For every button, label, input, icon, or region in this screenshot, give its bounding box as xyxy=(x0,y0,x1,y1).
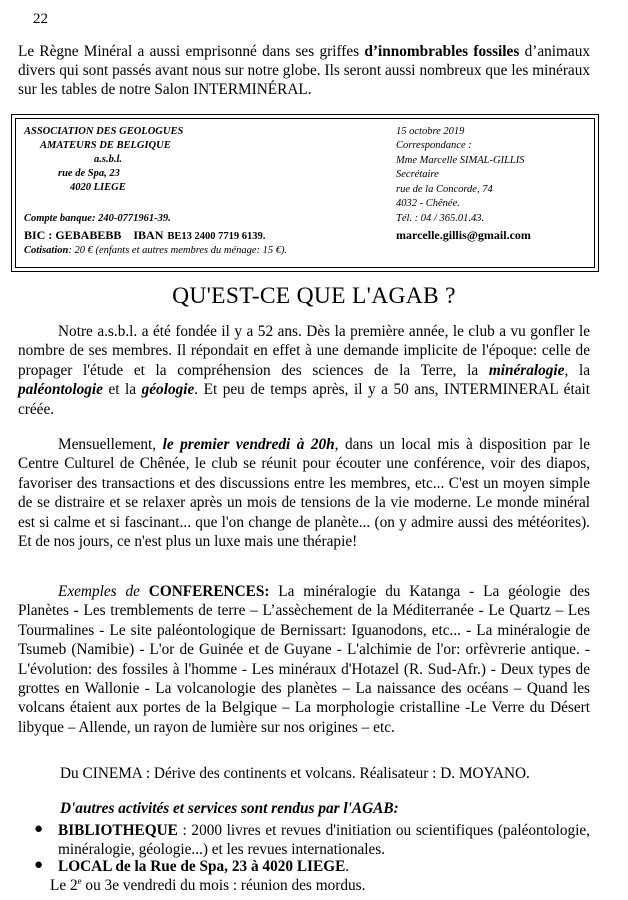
letter-date: 15 octobre 2019 xyxy=(396,126,465,137)
history-text-d: . Et peu de temps après, il y a 50 ans, INTERMINERAL était créée. xyxy=(18,381,590,418)
keyword-geologie: géologie xyxy=(141,381,195,399)
bullet-icon: ● xyxy=(34,857,44,873)
services-heading: D'autres activités et services sont rendus par l'AGAB: xyxy=(60,800,399,817)
history-text-b: , la xyxy=(564,361,590,379)
intro-text-start: Le Règne Minéral a aussi emprisonné dans ses griffes xyxy=(18,43,365,60)
meetings-paragraph xyxy=(18,435,590,551)
contact-phone: Tél. : 04 / 365.01.43. xyxy=(396,213,485,224)
association-street: rue de Spa, 23 xyxy=(58,168,120,179)
meetings-text-b: , dans un local mis à disposition par le Centre Culturel de Chênée, le club se réunit pour écouter une conférence, voir des diapos, favoriser des transactions et des discussions entre les membres, etc... C'est un moyen simple de se distraire et se relaxer après un mois de tensions de la vie moderne. Le monde minéral est si calme et si fascinant... que l'on change de planète... (on y admire aussi des météorites). Et de nos jours, ce n'est plus un luxe mais une thérapie! xyxy=(18,436,590,551)
intro-emphasis: d’innombrables fossiles xyxy=(364,43,520,60)
association-name-line1: ASSOCIATION DES GEOLOGUES xyxy=(24,126,184,137)
iban-label: IBAN xyxy=(133,228,164,242)
intro-paragraph xyxy=(18,42,590,99)
keyword-paleontologie: paléontologie xyxy=(18,381,103,399)
bullet-icon: ● xyxy=(34,821,44,837)
service-local xyxy=(58,857,590,876)
local-label-dot: . xyxy=(345,858,350,875)
cotisation xyxy=(24,244,287,258)
association-info-box xyxy=(11,114,599,272)
meetings-text-a: Mensuellement, xyxy=(58,436,163,453)
meeting-schedule: le premier vendredi à 20h xyxy=(162,436,335,453)
cotisation-label: Cotisation xyxy=(24,245,69,256)
keyword-mineralogie: minéralogie xyxy=(488,361,565,379)
meeting-note-a: Le 2 xyxy=(50,877,78,894)
meeting-note-sup: e xyxy=(77,875,82,886)
page-title: QU'EST-CE QUE L'AGAB ? xyxy=(172,283,456,309)
meeting-note xyxy=(50,877,365,895)
conferences-paragraph xyxy=(18,582,590,737)
bank-ids xyxy=(24,228,265,243)
bank-account: Compte banque: 240-0771961-39. xyxy=(24,213,171,224)
conferences-intro: Exemples de xyxy=(58,583,149,600)
page-number: 22 xyxy=(33,11,48,27)
service-library xyxy=(58,821,590,859)
history-text-c: et la xyxy=(102,381,142,399)
conferences-list: La minéralogie du Katanga - La géologie des Planètes - Les tremblements de terre – L’assèchement de la Méditerranée - Le Quartz – Les Tourmalines - Le site paléontologique de Bernissart: Iguanodons, etc... - La minéralogie de Tsumeb (Namibie) - L'or de Guinée et de Guyane - L'alchimie de l'or: orfèvrerie antique. - L'évolution: des fossiles à l'homme - Les minéraux d'Hotazel (R. Sud-Afr.) - Deux types de grottes en Wallonie - La volcanologie des planètes – La naissance des océans – Quand les volcans étaient aux portes de la Belgique – La morphologie cristalline -Le Verre du Désert libyque – Allende, un rayon de lumière sur nos origines – etc. xyxy=(18,583,590,736)
iban-number: BE13 2400 7719 6139. xyxy=(167,231,266,242)
contact-name: Mme Marcelle SIMAL-GILLIS xyxy=(396,155,525,166)
contact-street: rue de la Concorde, 74 xyxy=(396,184,493,195)
correspondance-label: Correspondance : xyxy=(396,140,472,151)
local-label: LOCAL de la Rue de Spa, 23 à 4020 LIEGE xyxy=(58,858,346,875)
history-paragraph xyxy=(18,322,590,419)
intro-text-end: d’animaux divers qui sont passés avant nous sur notre globe. Ils seront aussi nombreux que les minéraux sur les tables de notre Salon INTERMINÉRAL. xyxy=(18,43,591,98)
cotisation-text: : 20 € (enfants et autres membres du ménage: 15 €). xyxy=(68,245,288,256)
contact-city: 4032 - Chênée. xyxy=(396,198,460,209)
association-legal-form: a.s.b.l. xyxy=(94,154,123,165)
association-info-inner-frame xyxy=(15,118,595,268)
contact-role: Secrétaire xyxy=(396,169,439,180)
contact-email[interactable]: marcelle.gillis@gmail.com xyxy=(396,228,531,242)
meeting-note-b: ou 3e vendredi du mois : réunion des mordus. xyxy=(81,877,366,894)
association-name-line2: AMATEURS DE BELGIQUE xyxy=(40,140,171,151)
library-label: BIBLIOTHEQUE xyxy=(58,822,178,839)
bic-code: BIC : GEBABEBB xyxy=(24,228,122,242)
history-text-a: Notre a.s.b.l. a été fondée il y a 52 ans. Dès la première année, le club a vu gonfler le nombre de ses membres. Il répondait en effet à une demande implicite de l'époque: celle de propager l'étude et la compréhension des sciences de la Terre, la xyxy=(18,323,590,379)
library-description: : 2000 livres et revues d'initiation ou scientifiques (paléontologie, minéralogie, géologie...) et les revues internationales. xyxy=(58,822,590,858)
conferences-label: CONFERENCES: xyxy=(148,583,270,600)
association-city: 4020 LIEGE xyxy=(70,182,126,193)
cinema-line: Du CINEMA : Dérive des continents et volcans. Réalisateur : D. MOYANO. xyxy=(60,765,530,782)
